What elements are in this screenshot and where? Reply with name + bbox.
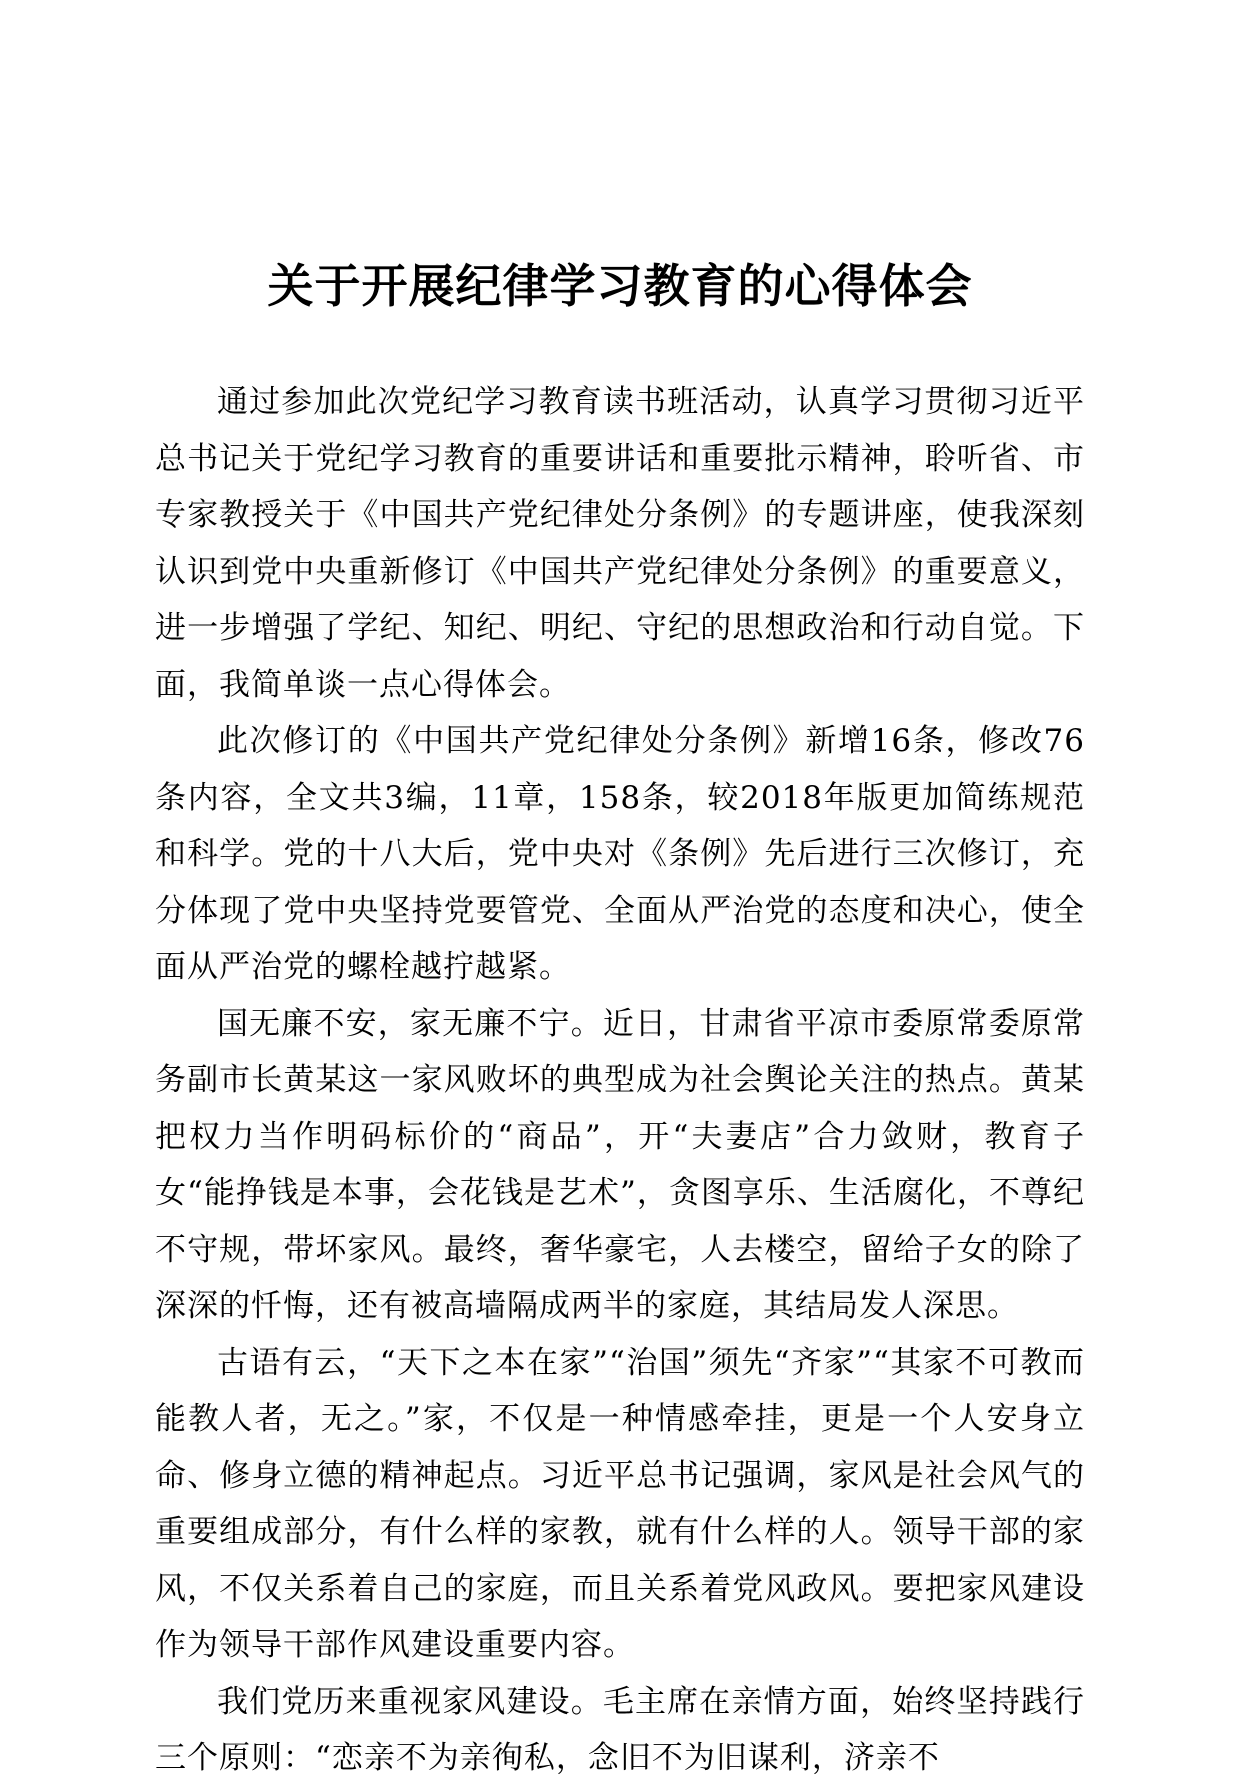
paragraph-4: 古语有云，“天下之本在家”“治国”须先“齐家”“其家不可教而能教人者，无之。”家，不仅是一种情感牵挂，更是一个人安身立命、修身立德的精神起点。习近平总书记强调，家风是社会风气的重要组成部分，有什么样的家教，就有什么样的人。领导干部的家风，不仅关系着自己的家庭，而且关系着党风政风。要把家风建设作为领导干部作风建设重要内容。 <box>155 1344 1085 1663</box>
document-body <box>155 374 1085 1787</box>
paragraph-5: 我们党历来重视家风建设。毛主席在亲情方面，始终坚持践行三个原则：“恋亲不为亲徇私，念旧不为旧谋利，济亲不 <box>155 1683 1085 1776</box>
paragraph-2: 此次修订的《中国共产党纪律处分条例》新增16条，修改76条内容，全文共3编，11章，158条，较2018年版更加简练规范和科学。党的十八大后，党中央对《条例》先后进行三次修订，充分体现了党中央坚持党要管党、全面从严治党的态度和决心，使全面从严治党的螺栓越拧越紧。 <box>155 723 1085 985</box>
paragraph-3: 国无廉不安，家无廉不宁。近日，甘肃省平凉市委原常委原常务副市长黄某这一家风败坏的典型成为社会舆论关注的热点。黄某把权力当作明码标价的“商品”，开“夫妻店”合力敛财，教育子女“能挣钱是本事，会花钱是艺术”，贪图享乐、生活腐化，不尊纪不守规，带坏家风。最终，奢华豪宅，人去楼空，留给子女的除了深深的忏悔，还有被高墙隔成两半的家庭，其结局发人深思。 <box>155 1005 1085 1324</box>
paragraph-1: 通过参加此次党纪学习教育读书班活动，认真学习贯彻习近平总书记关于党纪学习教育的重要讲话和重要批示精神，聆听省、市专家教授关于《中国共产党纪律处分条例》的专题讲座，使我深刻认识到党中央重新修订《中国共产党纪律处分条例》的重要意义，进一步增强了学纪、知纪、明纪、守纪的思想政治和行动自觉。下面，我简单谈一点心得体会。 <box>155 384 1085 703</box>
document-title: 关于开展纪律学习教育的心得体会 <box>267 259 973 313</box>
